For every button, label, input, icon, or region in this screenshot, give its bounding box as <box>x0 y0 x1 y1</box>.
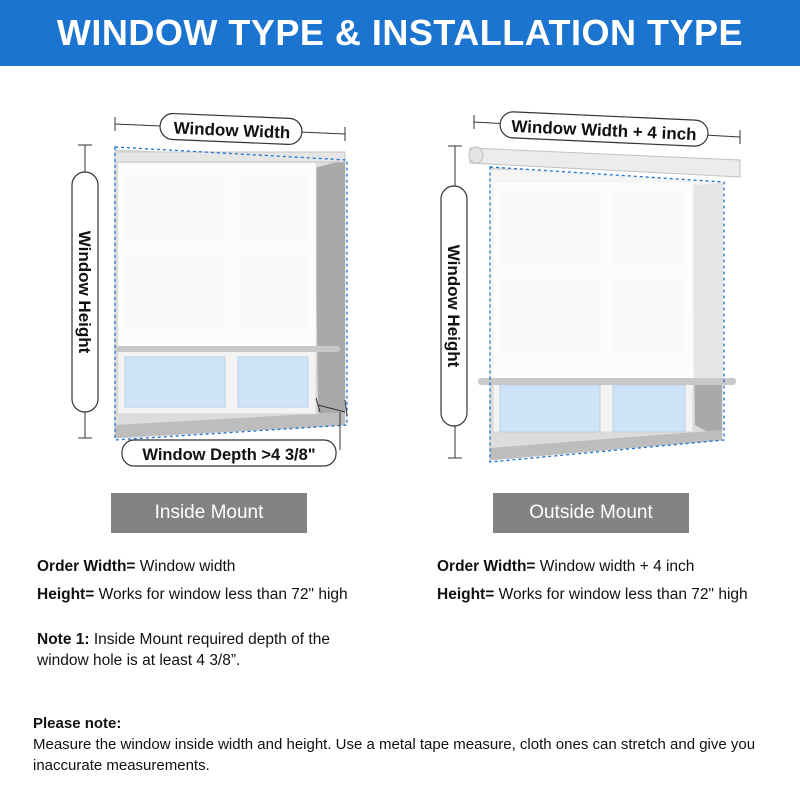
outside-width-dimension <box>474 111 740 146</box>
outside-order-width-value: Window width + 4 inch <box>539 558 695 575</box>
inside-mount-illustration <box>115 147 347 440</box>
outside-order-width-label: Order Width= <box>437 558 536 575</box>
please-note-title: Please note: <box>33 715 122 732</box>
outside-width-label: Window Width + 4 inch <box>511 116 697 145</box>
mount-diagram <box>0 66 800 486</box>
outside-mount-button[interactable]: Outside Mount <box>493 493 689 533</box>
inside-width-dimension <box>115 113 345 145</box>
page-title: WINDOW TYPE & INSTALLATION TYPE <box>56 12 744 53</box>
please-note <box>33 713 793 776</box>
inside-note-value: Inside Mount required depth of the window hole is at least 4 3/8”. <box>37 631 330 669</box>
inside-mount-button[interactable]: Inside Mount <box>111 493 307 533</box>
inside-note-label: Note 1: <box>37 631 90 648</box>
inside-depth-label: Window Depth >4 3/8" <box>142 446 316 464</box>
inside-order-width-label: Order Width= <box>37 558 136 575</box>
outside-height-label: Window Height <box>444 244 463 368</box>
inside-info <box>37 557 348 613</box>
outside-info <box>437 557 748 613</box>
outside-height-value: Works for window less than 72" high <box>498 586 748 603</box>
inside-height-value: Works for window less than 72" high <box>98 586 348 603</box>
please-note-text: Measure the window inside width and height. Use a metal tape measure, cloth ones can stretch and give you inaccurate measurements. <box>33 736 756 774</box>
outside-mount-illustration <box>469 147 740 462</box>
inside-width-label: Window Width <box>173 118 291 143</box>
page-header <box>0 0 800 66</box>
inside-height-label: Window Height <box>75 230 94 354</box>
inside-height-label-text: Height= <box>37 586 95 603</box>
outside-height-label-text: Height= <box>437 586 495 603</box>
outside-height-dimension <box>441 146 467 458</box>
inside-height-dimension <box>72 145 98 438</box>
inside-order-width-value: Window width <box>139 558 236 575</box>
inside-note <box>37 629 382 671</box>
